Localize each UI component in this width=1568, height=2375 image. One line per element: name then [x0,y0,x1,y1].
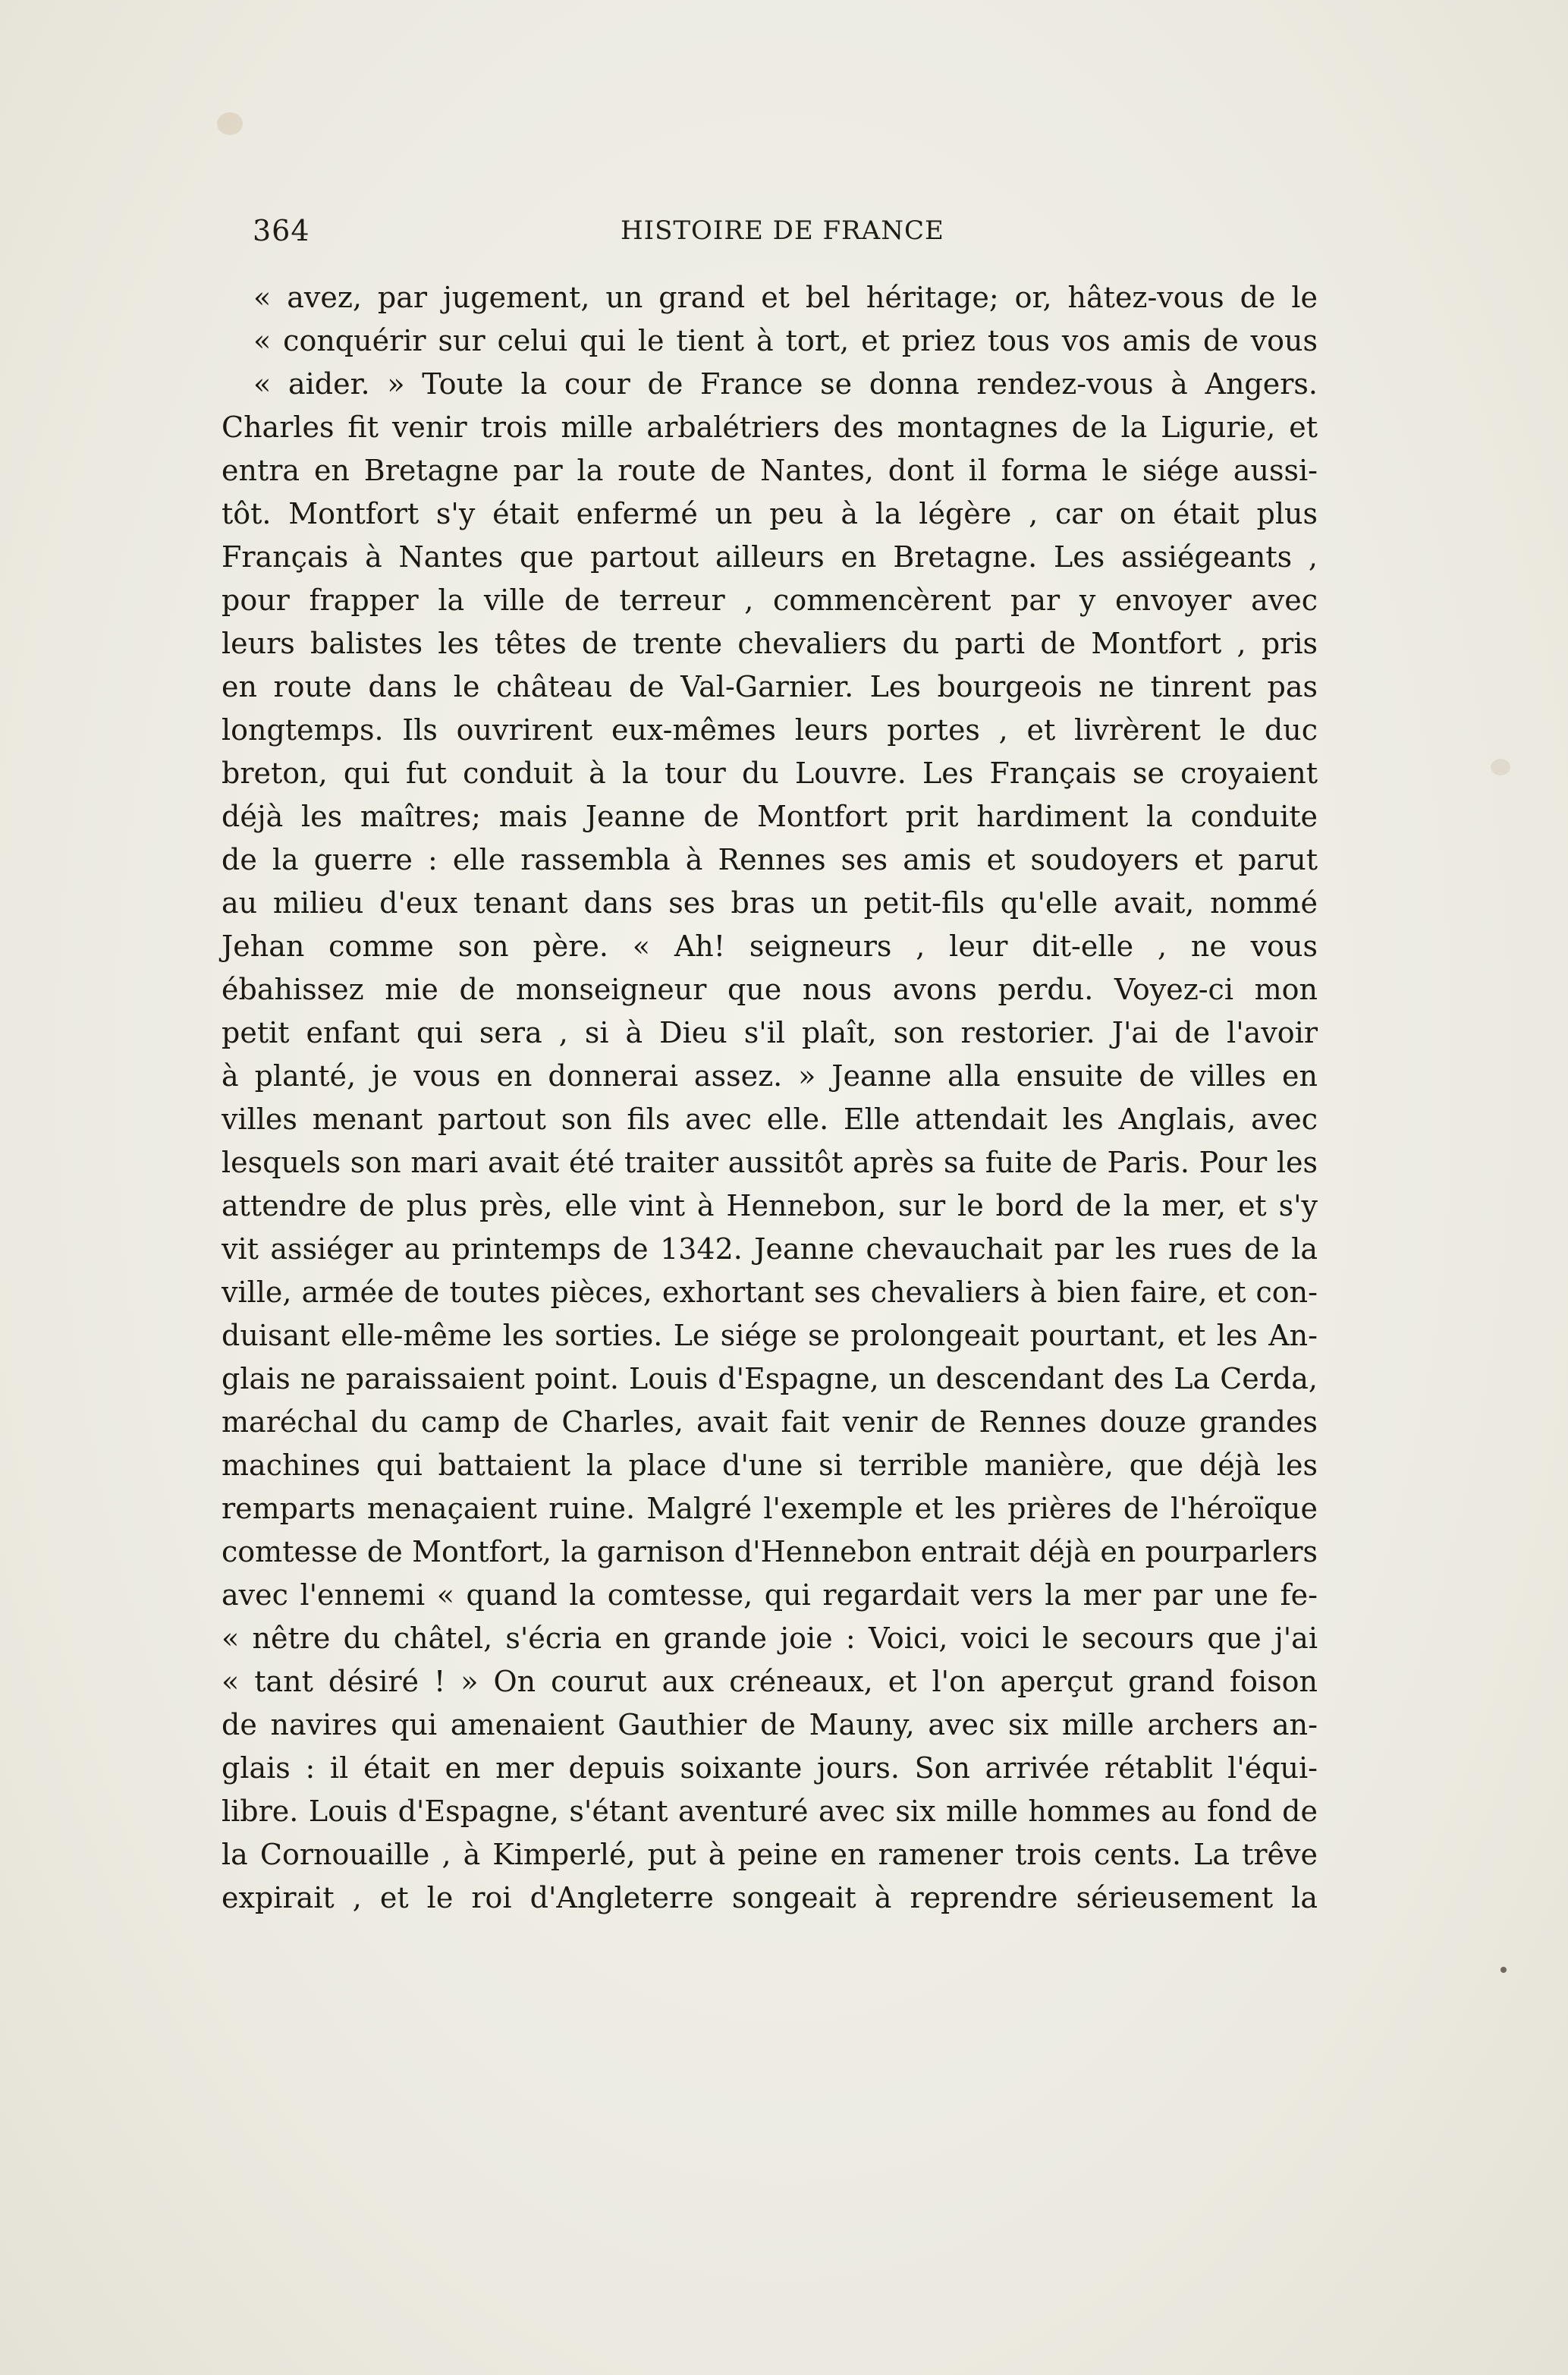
text-line: Français à Nantes que partout ailleurs en Bretagne. Les assiégeants , [222,540,1318,574]
text-line: Charles fit venir trois mille arbalétriers des montagnes de la Ligurie, et [222,411,1318,444]
text-line: entra en Bretagne par la route de Nantes, dont il forma le siége aussi- [222,454,1318,487]
text-line: pour frapper la ville de terreur , commencèrent par y envoyer avec [222,584,1318,617]
text-line: glais : il était en mer depuis soixante jours. Son arrivée rétablit l'équi- [222,1751,1318,1785]
text-line: de la guerre : elle rassembla à Rennes ses amis et soudoyers et parut [222,843,1318,876]
body-text [222,276,1318,1920]
text-line: maréchal du camp de Charles, avait fait venir de Rennes douze grandes [222,1405,1318,1439]
text-line: tôt. Montfort s'y était enfermé un peu à la légère , car on était plus [222,497,1318,530]
text-line: villes menant partout son fils avec elle. Elle attendait les Anglais, avec [222,1103,1318,1136]
text-line: avec l'ennemi « quand la comtesse, qui regardait vers la mer par une fe- [222,1578,1318,1612]
text-line: la Cornouaille , à Kimperlé, put à peine en ramener trois cents. La trêve [222,1838,1318,1871]
text-line: en route dans le château de Val-Garnier. Les bourgeois ne tinrent pas [222,670,1318,703]
text-line: ville, armée de toutes pièces, exhortant ses chevaliers à bien faire, et con- [222,1276,1318,1309]
text-line: à planté, je vous en donnerai assez. » Jeanne alla ensuite de villes en [222,1059,1318,1093]
text-line: de navires qui amenaient Gauthier de Mauny, avec six mille archers an- [222,1708,1318,1741]
page-number: 364 [253,214,310,247]
text-line: libre. Louis d'Espagne, s'étant aventuré avec six mille hommes au fond de [222,1795,1318,1828]
text-line: machines qui battaient la place d'une si terrible manière, que déjà les [222,1449,1318,1482]
text-line: Jehan comme son père. « Ah! seigneurs , leur dit-elle , ne vous [222,930,1318,963]
text-line: ébahissez mie de monseigneur que nous avons perdu. Voyez-ci mon [222,973,1318,1006]
text-line: leurs balistes les têtes de trente chevaliers du parti de Montfort , pris [222,627,1318,660]
ink-speck [1500,1967,1507,1973]
text-line: petit enfant qui sera , si à Dieu s'il plaît, son restorier. J'ai de l'avoir [222,1016,1318,1049]
running-title: HISTOIRE DE FRANCE [621,215,944,246]
text-line: « aider. » Toute la cour de France se donna rendez-vous à Angers. [253,367,1318,401]
text-line: « conquérir sur celui qui le tient à tort, et priez tous vos amis de vous [253,324,1318,357]
text-line: expirait , et le roi d'Angleterre songeait à reprendre sérieusement la [222,1881,1318,1914]
text-line: breton, qui fut conduit à la tour du Louvre. Les Français se croyaient [222,757,1318,790]
text-line: duisant elle-même les sorties. Le siége se prolongeait pourtant, et les An- [222,1319,1318,1352]
text-line: longtemps. Ils ouvrirent eux-mêmes leurs portes , et livrèrent le duc [222,713,1318,747]
text-line: au milieu d'eux tenant dans ses bras un petit-fils qu'elle avait, nommé [222,886,1318,920]
text-line: lesquels son mari avait été traiter aussitôt après sa fuite de Paris. Pour les [222,1146,1318,1179]
text-line: remparts menaçaient ruine. Malgré l'exemple et les prières de l'héroïque [222,1492,1318,1525]
text-line: attendre de plus près, elle vint à Hennebon, sur le bord de la mer, et s'y [222,1189,1318,1222]
paper-stain [1491,759,1510,775]
text-line: comtesse de Montfort, la garnison d'Hennebon entrait déjà en pourparlers [222,1535,1318,1568]
text-line: déjà les maîtres; mais Jeanne de Montfort prit hardiment la conduite [222,800,1318,833]
text-line: « avez, par jugement, un grand et bel héritage; or, hâtez-vous de le [253,281,1318,314]
text-line: glais ne paraissaient point. Louis d'Espagne, un descendant des La Cerda, [222,1362,1318,1395]
text-line: « tant désiré ! » On courut aux créneaux, et l'on aperçut grand foison [222,1665,1318,1698]
text-line: vit assiéger au printemps de 1342. Jeanne chevauchait par les rues de la [222,1232,1318,1266]
paper-stain [217,112,243,135]
text-line: « nêtre du châtel, s'écria en grande joie : Voici, voici le secours que j'ai [222,1622,1318,1655]
page-header [253,214,1315,252]
